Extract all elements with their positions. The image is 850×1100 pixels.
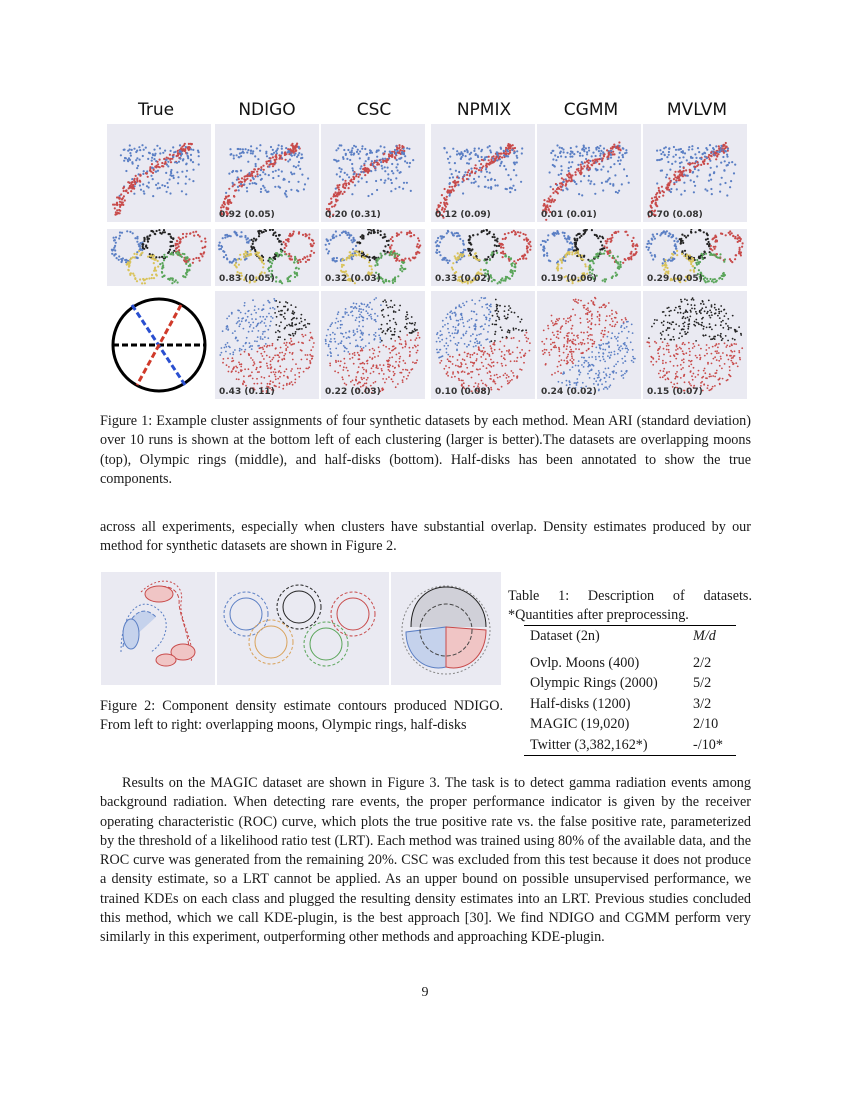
- cluster-panel: [215, 291, 319, 399]
- ari-score: 0.10 (0.08): [435, 387, 491, 397]
- table-cell: 3/2: [693, 695, 712, 712]
- ari-score: 0.12 (0.09): [435, 210, 491, 220]
- table-cell: Twitter (3,382,162*): [530, 736, 648, 753]
- table-cell: MAGIC (19,020): [530, 716, 630, 732]
- table-cell: Ovlp. Moons (400): [530, 654, 640, 671]
- ari-score: 0.24 (0.02): [541, 387, 597, 397]
- cluster-panel: [107, 291, 211, 399]
- table-cell: 2/2: [693, 654, 712, 671]
- cluster-panel: [643, 229, 747, 286]
- method-title: MVLVM: [666, 100, 728, 120]
- ari-score: 0.43 (0.11): [219, 387, 275, 397]
- table-row: [524, 650, 736, 674]
- cluster-panel: [321, 124, 425, 222]
- figure-1-caption: Figure 1: Example cluster assignments of four synthetic datasets by each method. Mean ARI (standard deviation) over 10 runs is shown at the bottom left of each clustering (larger is better).The datasets are overlapping moons (top), Olympic rings (middle), and half-disks (bottom). Half-disks has been annotated to show the true components.: [100, 413, 751, 487]
- table-cell: 2/10: [693, 716, 719, 732]
- cluster-panel: [537, 229, 641, 286]
- cluster-panel: [431, 124, 535, 222]
- table-1: [524, 625, 736, 756]
- method-title: NDIGO: [238, 100, 296, 120]
- method-title: CGMM: [563, 100, 619, 120]
- method-title: NPMIX: [456, 100, 512, 120]
- page-number: 9: [421, 985, 429, 1000]
- table-cell: 5/2: [693, 675, 712, 691]
- ari-score: 0.83 (0.05): [219, 274, 275, 284]
- cluster-panel: [537, 124, 641, 222]
- table-row: [524, 694, 736, 715]
- method-title: True: [137, 100, 175, 120]
- figure-2-caption: Figure 2: Component density estimate contours produced NDIGO. From left to right: overlapping moons, Olympic rings, half-disks: [100, 698, 503, 734]
- ari-score: 0.20 (0.31): [325, 210, 381, 220]
- table-cell: Olympic Rings (2000): [530, 675, 658, 691]
- ari-score: 0.70 (0.08): [647, 210, 703, 220]
- cluster-panel: [643, 291, 747, 399]
- cluster-panel: [431, 291, 535, 399]
- cluster-panel: [643, 124, 747, 222]
- ari-score: 0.01 (0.01): [541, 210, 597, 220]
- table-cell: Half-disks (1200): [530, 695, 631, 712]
- cluster-panel: [215, 124, 319, 222]
- figure-2: [101, 572, 501, 685]
- cluster-panel: [321, 291, 425, 399]
- cluster-panel: [431, 229, 535, 286]
- ari-score: 0.15 (0.07): [647, 387, 703, 397]
- table-header: Dataset (2n): [530, 628, 600, 644]
- table-cell: -/10*: [693, 736, 723, 753]
- cluster-panel: [107, 124, 211, 222]
- table-header: M/d: [693, 628, 716, 644]
- ari-score: 0.32 (0.03): [325, 274, 381, 284]
- table-row: [524, 735, 736, 756]
- method-title: CSC: [356, 100, 392, 120]
- cluster-panel: [321, 229, 425, 286]
- ari-score: 0.29 (0.05): [647, 274, 703, 284]
- cluster-panel: [107, 229, 211, 286]
- ari-score: 0.33 (0.02): [435, 274, 491, 284]
- ari-score: 0.92 (0.05): [219, 210, 275, 220]
- ari-score: 0.22 (0.03): [325, 387, 381, 397]
- ari-score: 0.19 (0.06): [541, 274, 597, 284]
- table-1-caption: Table 1: Description of datasets. *Quantities after preprocessing.: [508, 588, 752, 624]
- table-row: [524, 714, 736, 735]
- figure-2-contours: [101, 572, 501, 685]
- body-paragraph-1: across all experiments, especially when clusters have substantial overlap. Density estimates produced by our method for synthetic datasets are shown in Figure 2.: [100, 519, 751, 555]
- cluster-panel: [537, 291, 641, 399]
- cluster-panel: [215, 229, 319, 286]
- body-paragraph-2: Results on the MAGIC dataset are shown in Figure 3. The task is to detect gamma radiation events among background radiation. When detecting rare events, the proper performance indicator is given by the receiver operating characteristic (ROC) curve, which plots the true positive rate vs. the false positive rate, parameterized by the threshold of a likelihood ratio test (LRT). Each method was trained using 80% of the available data, and the ROC curve was generated from the remaining 20%. CSC was excluded from this test because it does not produce a density estimate, so a LRT cannot be applied. As an upper bound on possible unsupervised performance, we trained KDEs on each class and plugged the resulting density estimates into an LRT. Previous studies concluded this method, which we call KDE-plugin, is the best approach [30]. We find NDIGO and CGMM perform very similarly in this experiment, outperforming other methods and approaching KDE-plugin.: [100, 775, 751, 946]
- table-row: [524, 673, 736, 694]
